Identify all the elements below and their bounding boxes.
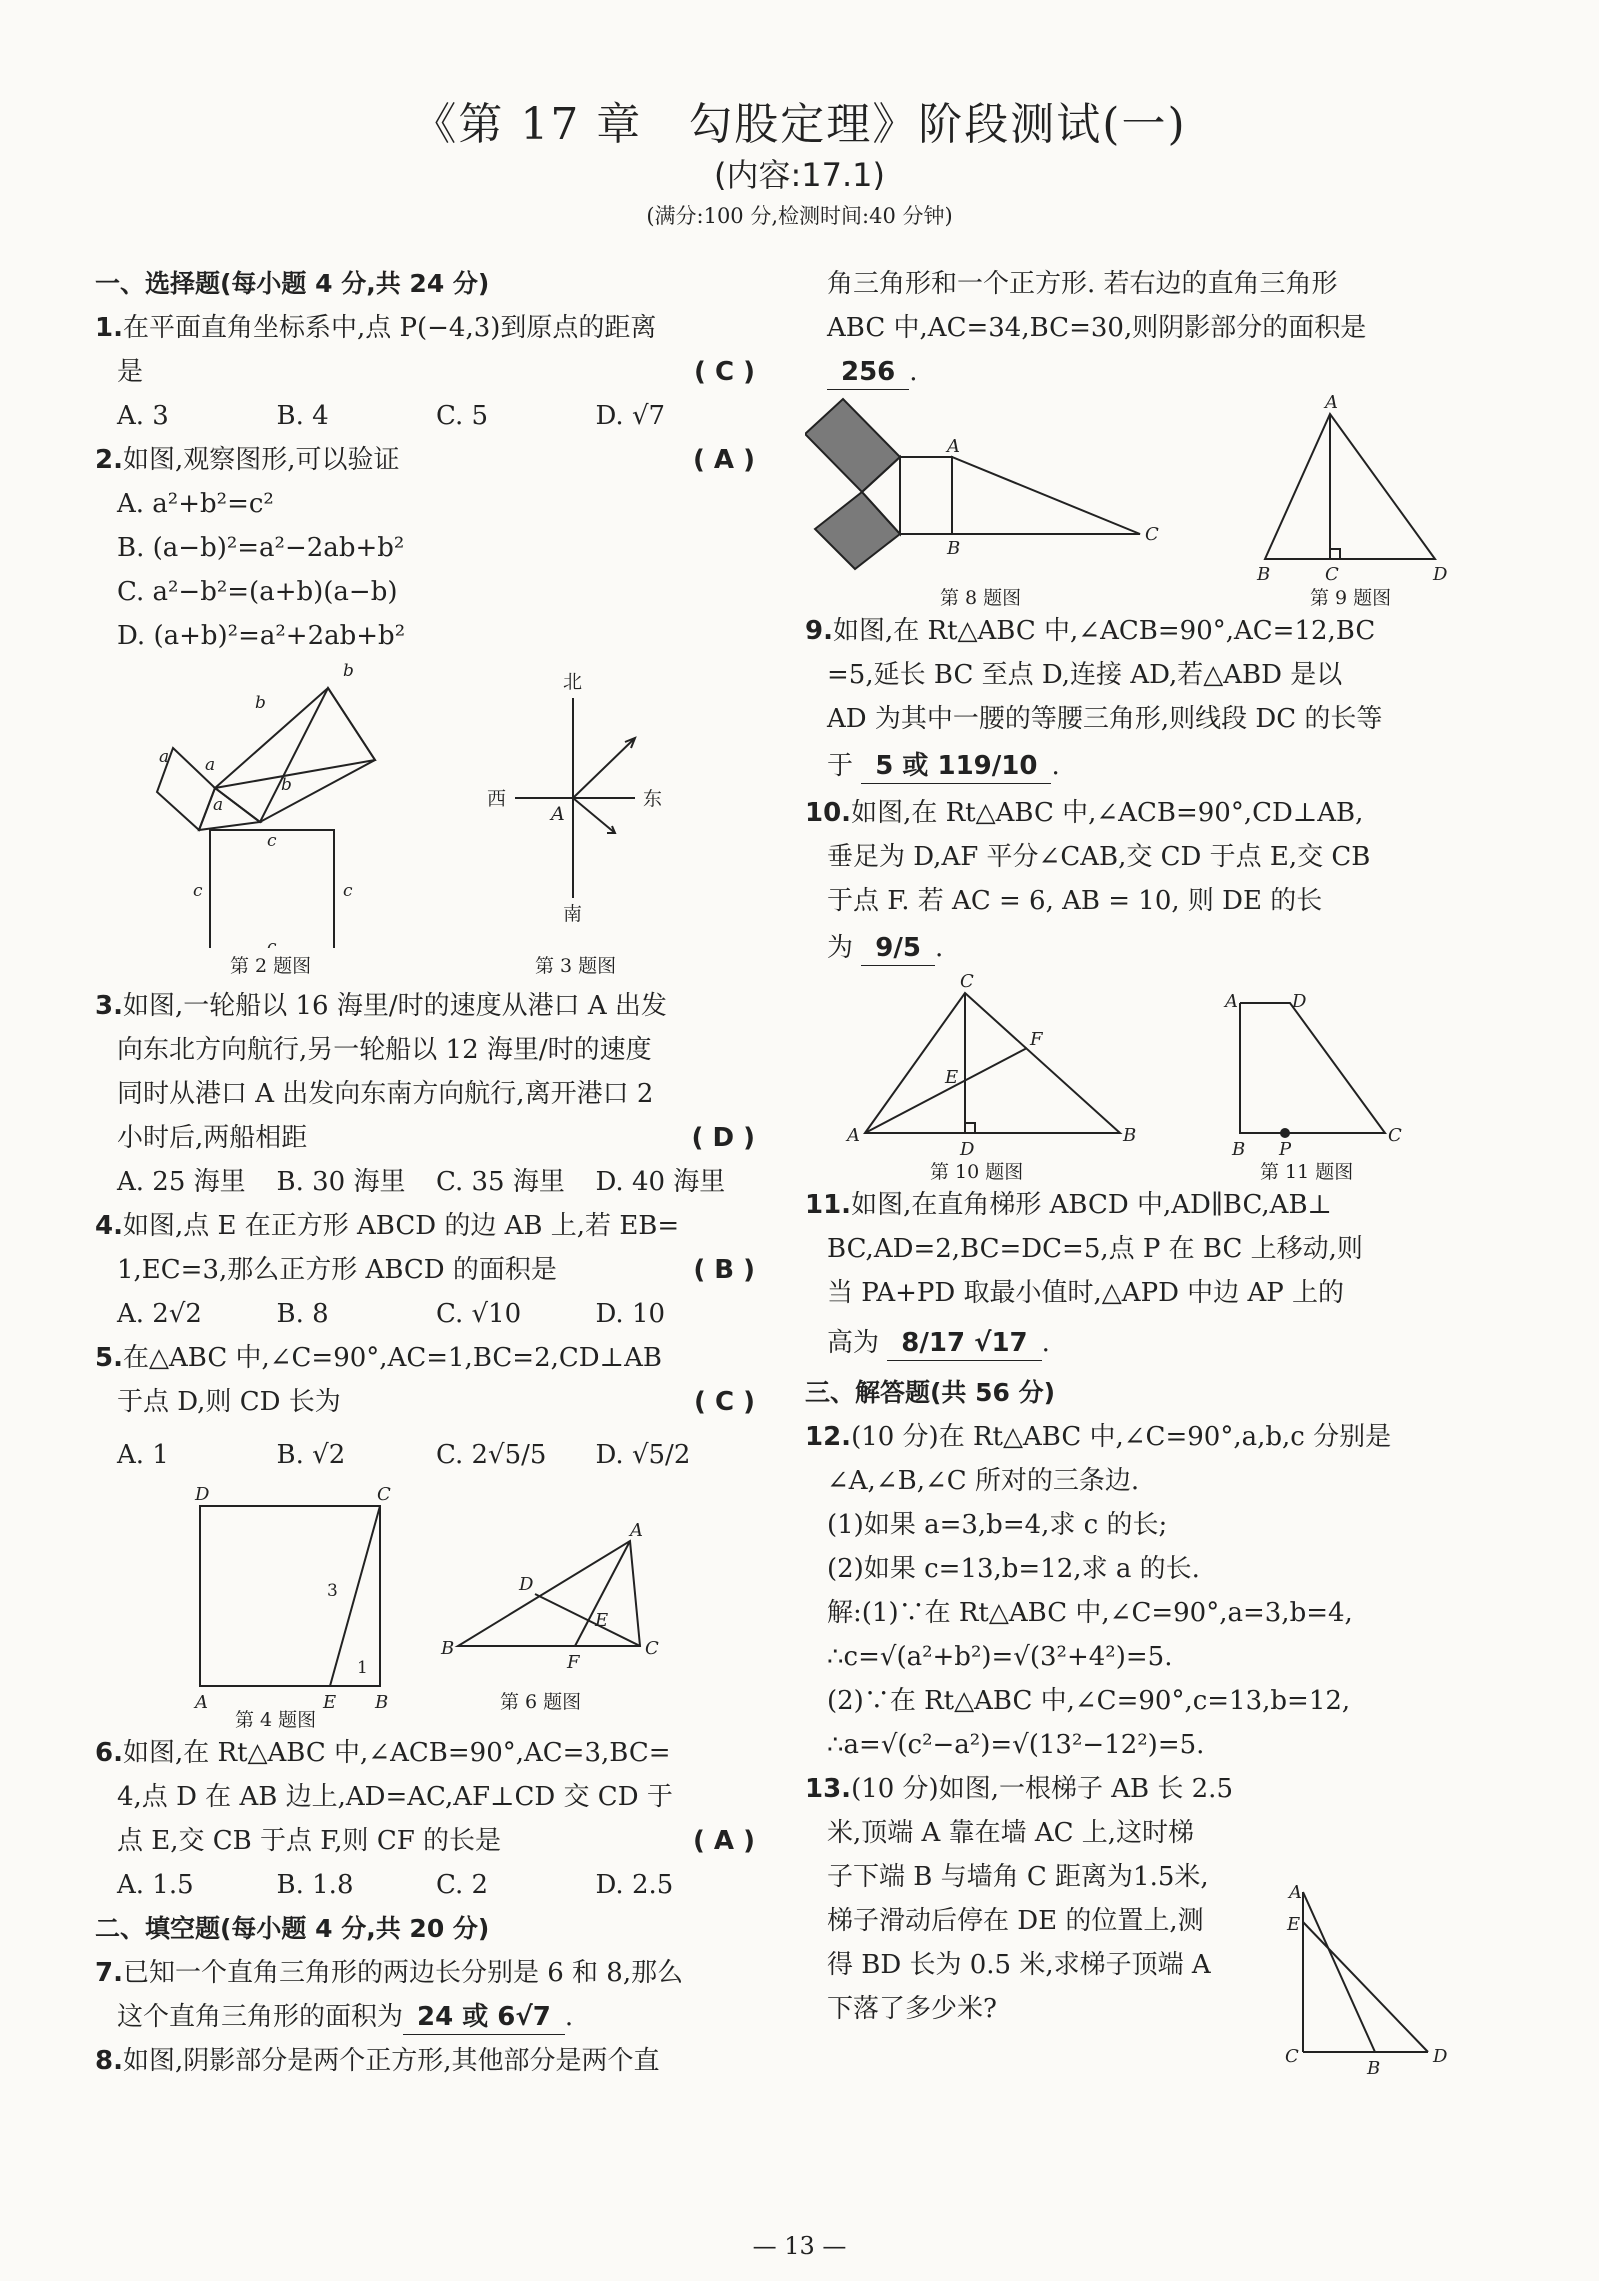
q4-line2 (95, 1248, 755, 1292)
q5-option-d: D. √5/2 (595, 1440, 691, 1470)
q6-answer: ( A ) (693, 1826, 755, 1856)
q11-text-3: 当 PA+PD 取最小值时,△APD 中边 AP 上的 (827, 1278, 1344, 1308)
q3-text-1: 如图,一轮船以 16 海里/时的速度从港口 A 出发 (122, 991, 667, 1021)
q13-text-1: (10 分)如图,一根梯子 AB 长 2.5 (851, 1774, 1233, 1804)
q6-options (95, 1863, 755, 1907)
fig11-label-c: C (1388, 1125, 1402, 1146)
q5-text-2: 于点 D,则 CD 长为 (117, 1387, 341, 1417)
q2-option-a: A. a²+b²=c² (117, 489, 274, 519)
fig11-label-a: A (1225, 991, 1238, 1012)
figures-q8-q9 (805, 394, 1455, 609)
q6-option-d: D. 2.5 (595, 1870, 674, 1900)
left-column (95, 262, 755, 2083)
q1-text-2: 是 (117, 357, 144, 387)
q3-line1 (95, 984, 755, 1028)
q8-number: 8. (95, 2046, 123, 2076)
q10-text-4: 为 (827, 933, 854, 963)
fig13-label-a: A (1289, 1882, 1302, 1903)
q12-text-2: ∠A,∠B,∠C 所对的三条边. (827, 1466, 1140, 1496)
fig4-label-b: B (375, 1692, 389, 1713)
page-number: — 13 — (752, 2232, 847, 2260)
q12-solution-4: ∴a=√(c²−a²)=√(13²−12²)=5. (827, 1730, 1205, 1760)
q10-end: . (934, 933, 944, 963)
fig4-label-a: A (195, 1692, 208, 1713)
fig2-label: c (343, 881, 353, 901)
q6-text-1: 如图,在 Rt△ABC 中,∠ACB=90°,AC=3,BC= (122, 1738, 671, 1768)
fig8-shaded-square-1 (805, 399, 900, 492)
q7-line2 (95, 1995, 755, 2039)
q5-number: 5. (95, 1343, 123, 1373)
q9-line1 (805, 609, 1455, 653)
fig8-label-b: B (947, 538, 961, 559)
figure-q13 (1283, 1882, 1453, 2082)
fig4-length-1: 1 (357, 1658, 368, 1678)
q4-option-b: B. 8 (276, 1299, 329, 1329)
q1-option-d: D. √7 (595, 401, 666, 431)
q12-solution-1: 解:(1)∵在 Rt△ABC 中,∠C=90°,a=3,b=4, (827, 1598, 1353, 1628)
figures-q10-q11 (805, 973, 1455, 1183)
fig2-label: c (193, 881, 203, 901)
q4-number: 4. (95, 1211, 123, 1241)
q13-text-3: 子下端 B 与墙角 C 距离为1.5米, (827, 1862, 1209, 1892)
q4-options (95, 1292, 755, 1336)
q4-option-a: A. 2√2 (117, 1299, 202, 1329)
q12-part2: (2)如果 c=13,b=12,求 a 的长. (827, 1554, 1200, 1584)
fig2-label: b (343, 661, 354, 681)
q2-text: 如图,观察图形,可以验证 (122, 445, 400, 475)
figure-q6 (458, 1541, 640, 1646)
q5-line1 (95, 1336, 755, 1380)
fig9-label-d: D (1433, 564, 1448, 585)
fig8-label-a: A (947, 436, 960, 457)
q3-option-d: D. 40 海里 (595, 1167, 726, 1197)
fig11-label-b: B (1232, 1139, 1246, 1160)
q12-part1: (1)如果 a=3,b=4,求 c 的长; (827, 1510, 1168, 1540)
fig6-label-a: A (630, 1520, 643, 1541)
fig3-west-label: 西 (487, 788, 507, 810)
q8-text-2: 角三角形和一个正方形. 若右边的直角三角形 (827, 269, 1338, 299)
figures-q4-q6 (95, 1486, 755, 1731)
fig4-label-e: E (323, 1692, 337, 1713)
fig4-length-3: 3 (327, 1581, 338, 1601)
q1-text: 在平面直角坐标系中,点 P(−4,3)到原点的距离 (122, 313, 657, 343)
q12-solution-3: (2)∵在 Rt△ABC 中,∠C=90°,c=13,b=12, (827, 1686, 1351, 1716)
q5-text-1: 在△ABC 中,∠C=90°,AC=1,BC=2,CD⊥AB (122, 1343, 662, 1373)
q6-text-2: 4,点 D 在 AB 边上,AD=AC,AF⊥CD 交 CD 于 (117, 1782, 673, 1812)
fig13-label-b: B (1367, 2058, 1381, 2079)
q9-text-2: =5,延长 BC 至点 D,连接 AD,若△ABD 是以 (827, 660, 1343, 690)
figure-q3 (515, 698, 635, 898)
q11-number: 11. (805, 1190, 852, 1220)
q3-option-c: C. 35 海里 (436, 1167, 565, 1197)
q2-option-d: D. (a+b)²=a²+2ab+b² (117, 621, 406, 651)
q13-text-4: 梯子滑动后停在 DE 的位置上,测 (827, 1906, 1204, 1936)
q3-number: 3. (95, 991, 123, 1021)
figures-q2-q3 (95, 658, 755, 948)
fig2-caption: 第 2 题图 (230, 955, 312, 977)
q1-option-b: B. 4 (276, 401, 329, 431)
page-subtitle: (内容:17.1) (713, 156, 885, 194)
q7-answer: 24 或 6√7 (403, 2000, 565, 2035)
fig13-label-e: E (1287, 1914, 1301, 1935)
fig11-label-d: D (1292, 991, 1307, 1012)
fig2-label: b (255, 693, 266, 713)
q3-line4 (95, 1116, 755, 1160)
q9-number: 9. (805, 616, 833, 646)
fig2-label: b (281, 775, 292, 795)
q3-options (95, 1160, 755, 1204)
q12-text-1: (10 分)在 Rt△ABC 中,∠C=90°,a,b,c 分别是 (851, 1422, 1392, 1452)
score-time-info: (满分:100 分,检测时间:40 分钟) (646, 204, 953, 228)
fig9-caption: 第 9 题图 (1310, 587, 1392, 609)
q4-line1 (95, 1204, 755, 1248)
figure-q8 (805, 394, 1455, 609)
fig2-label: a (205, 755, 216, 775)
fig13-label-d: D (1433, 2046, 1448, 2067)
fig3-caption: 第 3 题图 (535, 955, 617, 977)
fig3-north-label: 北 (563, 671, 583, 693)
fig6-caption: 第 6 题图 (500, 1691, 582, 1713)
fig3-point-a: A (551, 803, 565, 825)
fig9-label-b: B (1257, 564, 1271, 585)
q5-options (95, 1424, 755, 1486)
fig4-label-c: C (377, 1486, 391, 1505)
q2-number: 2. (95, 445, 123, 475)
fig4-label-d: D (195, 1486, 210, 1505)
q6-option-b: B. 1.8 (276, 1870, 354, 1900)
q13-number: 13. (805, 1774, 852, 1804)
q2-line (95, 438, 755, 482)
q5-line2 (95, 1380, 755, 1424)
q2-option-c: C. a²−b²=(a+b)(a−b) (117, 577, 398, 607)
q5-option-c: C. 2√5/5 (436, 1440, 547, 1470)
q11-text-1: 如图,在直角梯形 ABCD 中,AD∥BC,AB⊥ (851, 1190, 1333, 1220)
fig6-label-f: F (567, 1652, 580, 1673)
q4-answer: ( B ) (693, 1255, 755, 1285)
q11-line4 (805, 1315, 1455, 1371)
fig2-label: a (159, 747, 170, 767)
q4-text-1: 如图,点 E 在正方形 ABCD 的边 AB 上,若 EB= (122, 1211, 680, 1241)
fig10-label-d: D (960, 1139, 975, 1160)
q9-answer: 5 或 119/10 (861, 749, 1051, 784)
fig9-label-c: C (1325, 564, 1339, 585)
q6-line3 (95, 1819, 755, 1863)
q2-option-b: B. (a−b)²=a²−2ab+b² (117, 533, 405, 563)
section-choice-heading: 一、选择题(每小题 4 分,共 24 分) (95, 269, 490, 298)
q13-text-6: 下落了多少米? (827, 1994, 997, 2024)
q3-answer: ( D ) (691, 1123, 755, 1153)
q3-text-2: 向东北方向航行,另一轮船以 12 海里/时的速度 (117, 1035, 652, 1065)
q9-text-4: 于 (827, 751, 854, 781)
q4-option-d: D. 10 (595, 1299, 666, 1329)
q10-text-2: 垂足为 D,AF 平分∠CAB,交 CD 于点 E,交 CB (827, 842, 1371, 872)
fig2-label: a (213, 795, 224, 815)
fig2-square-b (215, 688, 375, 822)
q10-text-1: 如图,在 Rt△ABC 中,∠ACB=90°,CD⊥AB, (851, 798, 1364, 828)
q3-option-b: B. 30 海里 (276, 1167, 406, 1197)
q6-number: 6. (95, 1738, 123, 1768)
q7-text-1: 已知一个直角三角形的两边长分别是 6 和 8,那么 (122, 1958, 684, 1988)
q1-line2 (95, 350, 755, 394)
fig11-label-p: P (1279, 1139, 1292, 1160)
q7-end: . (564, 2002, 574, 2032)
q1-option-a: A. 3 (117, 401, 169, 431)
fig10-label-e: E (945, 1067, 959, 1088)
q8-line4 (805, 350, 1455, 394)
q11-answer: 8/17 √17 (887, 1326, 1041, 1361)
figure-q10 (805, 973, 1455, 1183)
q1-answer: ( C ) (694, 357, 755, 387)
q3-text-4: 小时后,两船相距 (117, 1123, 308, 1153)
fig8-shaded-square-2 (815, 492, 900, 569)
q10-text-3: 于点 F. 若 AC = 6, AB = 10, 则 DE 的长 (827, 886, 1323, 916)
q13-text-2: 米,顶端 A 靠在墙 AC 上,这时梯 (827, 1818, 1195, 1848)
q5-option-b: B. √2 (276, 1440, 346, 1470)
fig4-caption: 第 4 题图 (235, 1709, 317, 1731)
fig2-triangle (199, 788, 260, 830)
right-column (805, 262, 1455, 2079)
q6-option-c: C. 2 (436, 1870, 489, 1900)
q1-number: 1. (95, 313, 123, 343)
fig6-label-d: D (519, 1574, 534, 1595)
q12-solution-2: ∴c=√(a²+b²)=√(3²+4²)=5. (827, 1642, 1173, 1672)
q6-line1 (95, 1731, 755, 1775)
q10-line1 (805, 791, 1455, 835)
q9-line4 (805, 741, 1455, 791)
q3-text-3: 同时从港口 A 出发向东南方向航行,离开港口 2 (117, 1079, 654, 1109)
fig10-label-f: F (1030, 1029, 1043, 1050)
q8-line1 (95, 2039, 755, 2083)
fig9-label-a: A (1325, 394, 1338, 413)
fig2-label: c (267, 937, 277, 948)
q7-text-2: 这个直角三角形的面积为 (117, 2002, 404, 2032)
fig10-caption: 第 10 题图 (930, 1161, 1024, 1183)
fig8-label-c: C (1145, 524, 1159, 545)
q11-line1 (805, 1183, 1455, 1227)
fig6-label-c: C (645, 1638, 659, 1659)
q1-options (95, 394, 755, 438)
q1-line1 (95, 306, 755, 350)
fig10-label-c: C (960, 973, 974, 992)
q9-text-1: 如图,在 Rt△ABC 中,∠ACB=90°,AC=12,BC (832, 616, 1376, 646)
fig10-label-b: B (1123, 1125, 1137, 1146)
page-title: 《第 17 章 勾股定理》阶段测试(一) (412, 99, 1187, 150)
q5-answer: ( C ) (694, 1387, 755, 1417)
q11-text-4: 高为 (827, 1328, 880, 1358)
q4-option-c: C. √10 (436, 1299, 522, 1329)
section-fill-heading: 二、填空题(每小题 4 分,共 20 分) (95, 1914, 490, 1943)
q10-number: 10. (805, 798, 852, 828)
q8-end: . (909, 357, 918, 387)
q4-text-2: 1,EC=3,那么正方形 ABCD 的面积是 (117, 1255, 557, 1285)
fig11-caption: 第 11 题图 (1260, 1161, 1354, 1183)
fig2-label: c (267, 831, 277, 851)
q10-answer: 9/5 (861, 931, 935, 966)
q8-text-3: ABC 中,AC=34,BC=30,则阴影部分的面积是 (827, 313, 1367, 343)
q12-number: 12. (805, 1422, 852, 1452)
q11-text-2: BC,AD=2,BC=DC=5,点 P 在 BC 上移动,则 (827, 1234, 1363, 1264)
q6-text-3: 点 E,交 CB 于点 F,则 CF 的长是 (117, 1826, 502, 1856)
captions-q2-q3 (95, 948, 755, 984)
fig3-south-label: 南 (563, 903, 583, 925)
section-solve-heading: 三、解答题(共 56 分) (805, 1378, 1056, 1407)
q9-end: . (1051, 751, 1060, 781)
figure-q4 (95, 1486, 755, 1731)
figure-q2 (95, 658, 755, 948)
q9-text-3: AD 为其中一腰的等腰三角形,则线段 DC 的长等 (827, 704, 1383, 734)
figure-q11 (1240, 1003, 1385, 1137)
q3-option-a: A. 25 海里 (117, 1167, 246, 1197)
q10-line4 (805, 923, 1455, 973)
q12-line1 (805, 1415, 1455, 1459)
fig13-label-c: C (1285, 2046, 1299, 2067)
fig10-label-a: A (847, 1125, 860, 1146)
q1-option-c: C. 5 (436, 401, 489, 431)
q7-number: 7. (95, 1958, 123, 1988)
q2-answer: ( A ) (693, 445, 755, 475)
q7-line1 (95, 1951, 755, 1995)
fig6-label-b: B (441, 1638, 455, 1659)
fig3-east-label: 东 (643, 788, 663, 810)
q13-line1 (805, 1767, 1455, 1811)
fig8-caption: 第 8 题图 (940, 587, 1022, 609)
q6-option-a: A. 1.5 (117, 1870, 194, 1900)
q5-option-a: A. 1 (117, 1440, 169, 1470)
figure-q9 (1265, 414, 1435, 559)
q8-text-1: 如图,阴影部分是两个正方形,其他部分是两个直 (122, 2046, 660, 2076)
q11-end: . (1041, 1328, 1050, 1358)
q13-text-5: 得 BD 长为 0.5 米,求梯子顶端 A (827, 1950, 1211, 1980)
fig6-label-e: E (595, 1610, 609, 1631)
q8-answer: 256 (827, 355, 909, 390)
